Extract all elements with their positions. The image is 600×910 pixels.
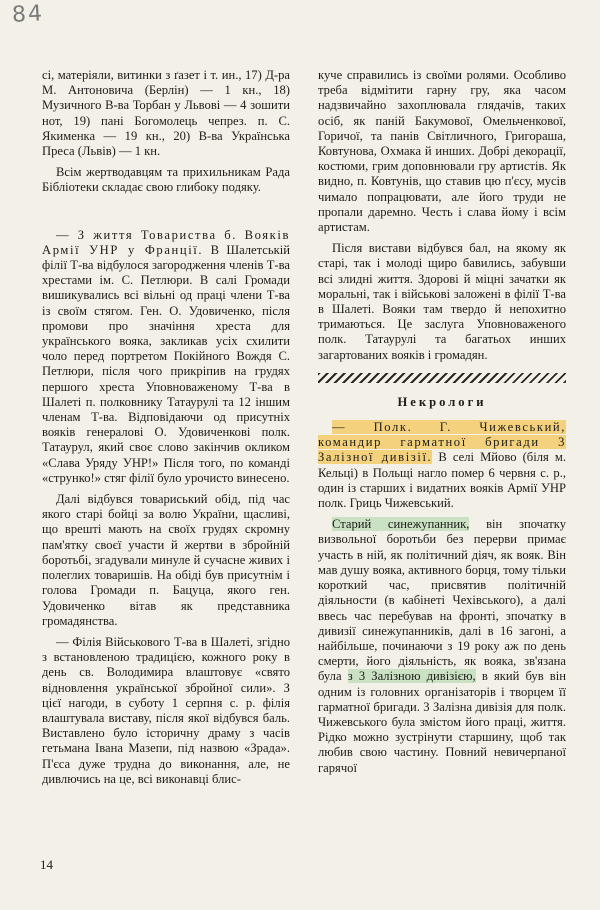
highlighted-phrase-veteran: Старий синежупанник,	[332, 517, 470, 532]
biography-text-2: в який був він одним із головних організаторів і творцем її гарматної бригади. 3 Залізна дивізія для полк. Чижевського була змістом його праці, життя. Рідко можно зустрінути старшину, щоб так любив свою частину. Повний невичерпаної гарячої	[318, 669, 566, 775]
biography-paragraph	[318, 517, 566, 775]
obituaries-heading: Некрологи	[397, 394, 487, 409]
obituary-highlighted-heading: — Полк. Г. Чижевський, командир гарматної бригади 3 Залізної дивізії.	[318, 420, 566, 465]
theatre-paragraph: — Філія Військового Т-ва в Шалеті, згідно з встановленою традицією, кожного року в день св. Володимира влаштовує «свято відновлення української збройної сили». З цієї нагоди, в суботу 1 серпня с. р. філія влаштувала виставу, після якої відбувся баль. Виставлено було історичну драму з часів гетьмана Івана Мазепи, під назвою «Зрада». П'єса дуже трудна до виконання, але, не дивлючись на це, всі виконавці блис-	[42, 634, 290, 786]
actors-paragraph: куче справились із своїми ролями. Особливо треба відмітити гарну гру, яка часом надзвичайно захоплювала глядачів, таких осіб, як паній Бакумової, Омельченкової, Горичої, та панів Світличного, Григораша, Ковтунова, Охмака й инших. Добрі декорації, костюми, грим доповнювали гру артистів. Як видно, п. Ковтунів, що ставив цю п'єсу, мусів чимало попрацювати, але його труди не пропали даремно. Честь і слава йому і всім артистам.	[318, 68, 566, 235]
society-news-heading: — З життя Товариства б. Вояків Армії УНР у Франції.	[42, 227, 290, 257]
society-news-paragraph	[42, 228, 290, 486]
right-column	[318, 68, 566, 782]
left-column	[42, 68, 290, 793]
obituary-paragraph	[318, 420, 566, 511]
handwritten-page-note: 84	[11, 1, 45, 28]
donor-list-paragraph: сі, матеріяли, витинки з ґазет і т. ин., 17) Д-ра М. Антоновича (Берлін) — 1 кн., 18) Музичного В-ва Торбан у Львові — 4 зошити нот, 19) пані Богомолець чепрез. п. С. Якименка — 19 кн., 20) В-ва Українська Преса (Львів) — 1 кн.	[42, 68, 290, 159]
society-news-body: В Шалетській філії Т-ва відбулося загородження членів Т-ва хрестами ім. С. Петлюри. В салі Громади вишикувались всі вільні од праці члени Т-ва із своїм стягом. Ген. О. Удовиченко, після промови про значіння хреста для українського вояка, закликав усіх схилити чоло перед портретом Покійного Вождя С. Петлюри, після чого прикріпив на грудях першого хреста Уповноваженому Т-ва в Шалеті п. полковнику Татаурулі та 12 іншим членам Т-ва. Відповідаючи од присутніх вояків генералові О. Удовиченкові полк. Татаурул, який своє слово закінчив окликом «Слава Уряду УНР!» Після того, по команді «струнко!» стяг філії було урочисто винесено.	[42, 242, 290, 485]
obituary-body: В селі Мйово (біля м. Кельці) в Польщі нагло помер 6 червня с. р., один із старших і видатних вояків Армії УНР полк. Гриць Чижевський.	[318, 450, 566, 511]
highlighted-phrase-division: з 3 Залізною дивізією,	[347, 669, 476, 684]
ball-paragraph: Після вистави відбувся бал, на якому як старі, так і молоді щиро бавились, забувши всі злидні життя. Здорові й міцні зачатки як моральні, так і військові заложені в філії Т-ва в Шалеті. Вояки там твердо й непохитно тримаються. Це заслуга Уповноваженого полк. Татаурулі та багатьох инших загартованих вояків і громадян.	[318, 241, 566, 362]
thanks-paragraph: Всім жертводавцям та прихильникам Рада Бібліотеки складає свою глибоку подяку.	[42, 165, 290, 195]
biography-text-1: він зпочатку визвольної боротьби без перерви примає участь в ній, як політичний діяч, як вояк. Він мав душу вояка, активного борця, тому тільки короткий час, присвятив політичній діяльности (в кабінеті Чехівського), а далі ввесь час перебував на фронті, зпочатку в дивизії синежупанників, далі в 16 загоні, а найбільше, починаючи з 19 року аж по день смерти, його діяльність, як вояка, зв'язана була	[318, 517, 566, 684]
page-number: 14	[40, 857, 53, 872]
section-divider	[318, 373, 566, 383]
dinner-paragraph: Далі відбувся товариський обід, під час якого старі бойці за волю України, щасливі, що врешті мають на своїх грудях скромну пам'ятку своєї участи й жертви в збройній боротьбі, згадували минуле й сучасне живих і полеглих товаришів. На обіді був присутнім і голова Громади п. Бацуца, якого ген. Удовиченко вітав як представника громадянства.	[42, 492, 290, 628]
